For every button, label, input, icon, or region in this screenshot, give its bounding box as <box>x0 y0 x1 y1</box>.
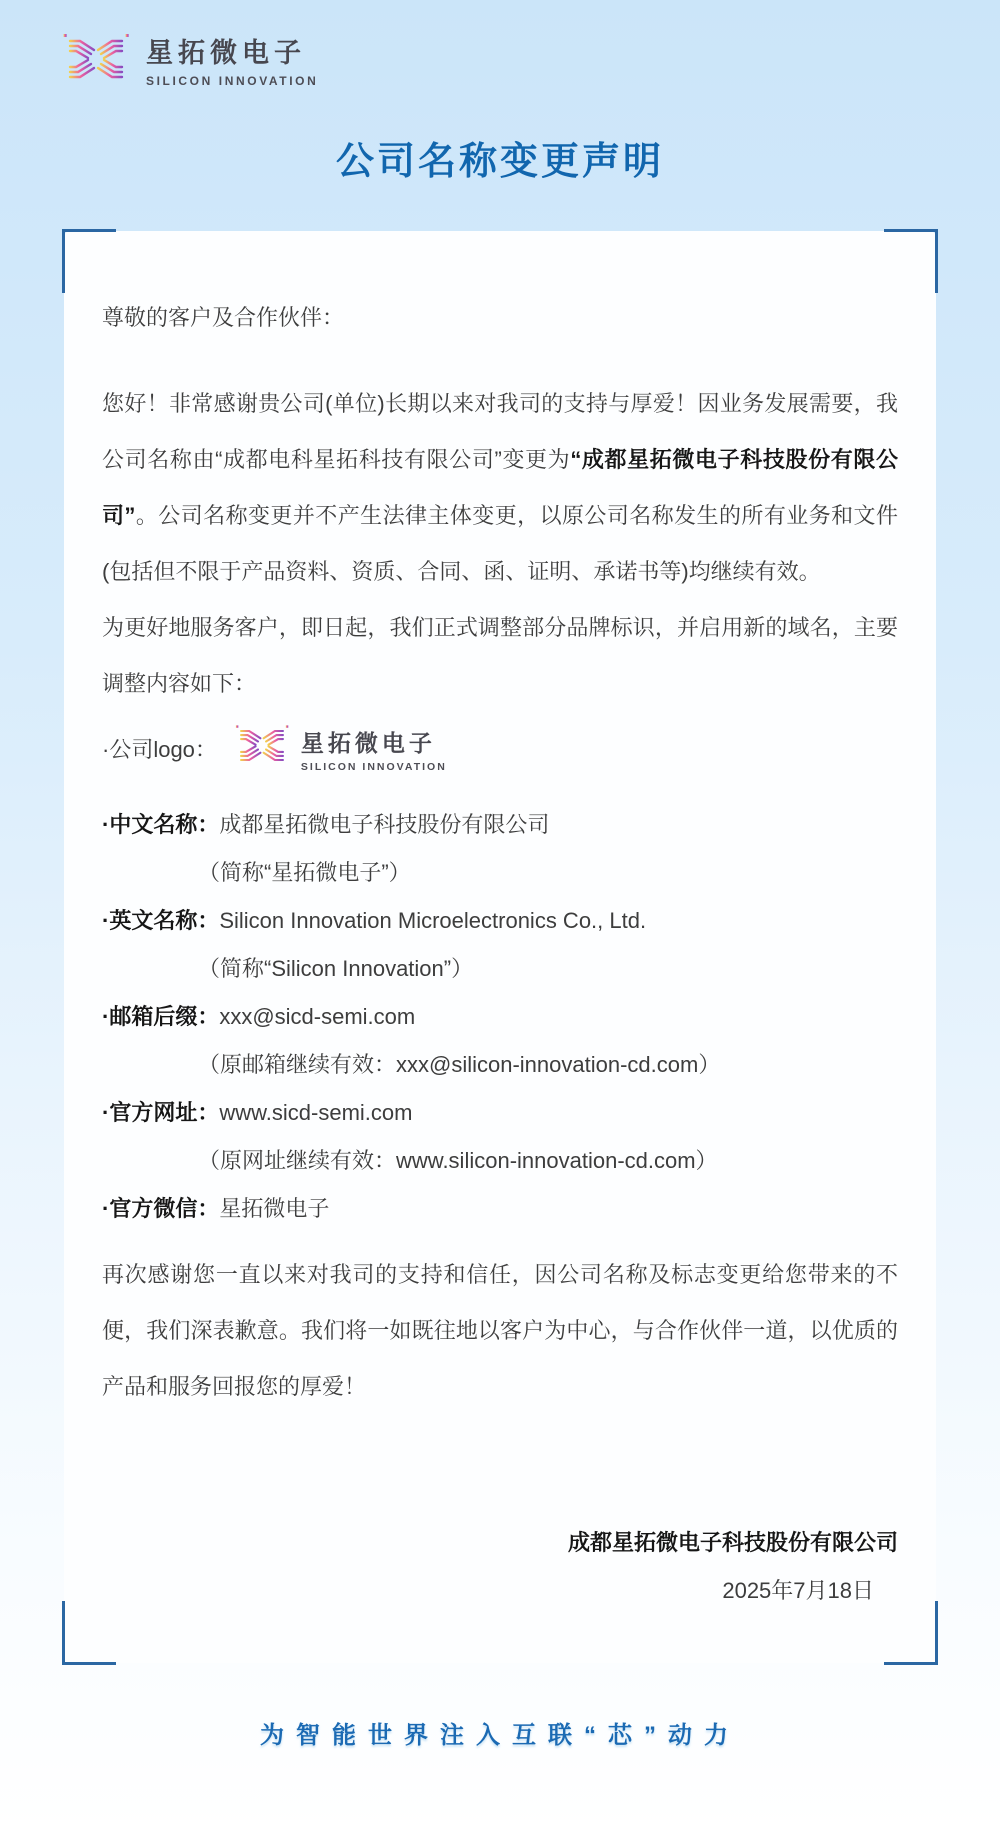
list-item-label: ·官方微信： <box>102 1195 220 1221</box>
card-corner-bottom-right <box>884 1601 938 1665</box>
list-item-cn-name <box>102 801 898 849</box>
list-item-email-suffix <box>102 993 898 1041</box>
list-item-en-name <box>102 897 898 945</box>
list-item-label: ·英文名称： <box>102 908 220 934</box>
footer-slogan: 为智能世界注入互联“芯”动力 <box>260 1722 740 1749</box>
page-title: 公司名称变更声明 <box>335 141 664 183</box>
paragraph-part: 您好！非常感谢贵公司(单位)长期以来对我司的支持与厚爱！因业务发展需要，我公司名称由“成都电科星拓科技有限公司”变更为 <box>102 390 898 472</box>
list-item-label: ·邮箱后缀： <box>102 1004 220 1030</box>
list-item-label: ·中文名称： <box>102 812 220 838</box>
list-item-value: xxx@sicd-semi.com <box>219 1004 416 1030</box>
signature-block <box>102 1519 898 1614</box>
inline-brand-name-en: SILICON INNOVATION <box>300 760 447 773</box>
logo-item-label: ·公司logo： <box>102 737 217 763</box>
signature-company: 成都星拓微电子科技股份有限公司 <box>567 1530 898 1556</box>
list-item-wechat <box>102 1185 898 1233</box>
paragraph-adjustments-intro: 为更好地服务客户，即日起，我们正式调整部分品牌标识，并启用新的域名，主要调整内容如下： <box>102 615 898 697</box>
signature-date: 2025年7月18日 <box>722 1577 874 1603</box>
rebrand-detail-list <box>102 801 898 1233</box>
new-company-name-bold: “成都星拓微电子科技股份有限公司” <box>102 446 898 528</box>
inline-brand-name-cn: 星拓微电子 <box>300 729 436 756</box>
list-item-value: www.sicd-semi.com <box>219 1100 413 1126</box>
list-item-label: ·官方网址： <box>102 1100 220 1126</box>
inline-brand-logo-icon <box>233 722 291 775</box>
greeting: 尊敬的客户及合作伙伴： <box>102 305 345 330</box>
list-item-note: （简称“Silicon Innovation”） <box>198 956 474 982</box>
list-item-value: 成都星拓微电子科技股份有限公司 <box>219 812 550 838</box>
list-item-website <box>102 1089 898 1137</box>
brand-name-cn: 星拓微电子 <box>146 37 306 68</box>
paragraph-name-change <box>102 376 898 600</box>
brand-logo <box>0 0 1000 88</box>
card-corner-bottom-left <box>62 1601 116 1665</box>
paragraph-part: 。公司名称变更并不产生法律主体变更，以原公司名称发生的所有业务和文件(包括但不限于产品资料、资质、合同、函、证明、承诺书等)均继续有效。 <box>102 502 898 585</box>
list-item-note: （原网址继续有效：www.silicon-innovation-cd.com） <box>198 1148 718 1174</box>
brand-logo-icon <box>60 30 132 88</box>
closing-paragraph: 再次感谢您一直以来对我司的支持和信任，因公司名称及标志变更给您带来的不便，我们深表歉意。我们将一如既往地以客户为中心，与合作伙伴一道，以优质的产品和服务回报您的厚爱！ <box>102 1261 898 1400</box>
list-item-value: Silicon Innovation Microelectronics Co., Ltd. <box>219 908 647 934</box>
list-item-note: （简称“星拓微电子”） <box>198 860 411 886</box>
inline-brand-logo <box>233 722 447 775</box>
card-corner-top-left <box>62 229 116 293</box>
list-item-logo <box>102 722 898 775</box>
list-item-value: 星拓微电子 <box>219 1195 330 1221</box>
announcement-card <box>64 231 936 1663</box>
brand-name-en: SILICON INNOVATION <box>146 73 319 88</box>
card-corner-top-right <box>884 229 938 293</box>
list-item-note: （原邮箱继续有效：xxx@silicon-innovation-cd.com） <box>198 1052 721 1078</box>
